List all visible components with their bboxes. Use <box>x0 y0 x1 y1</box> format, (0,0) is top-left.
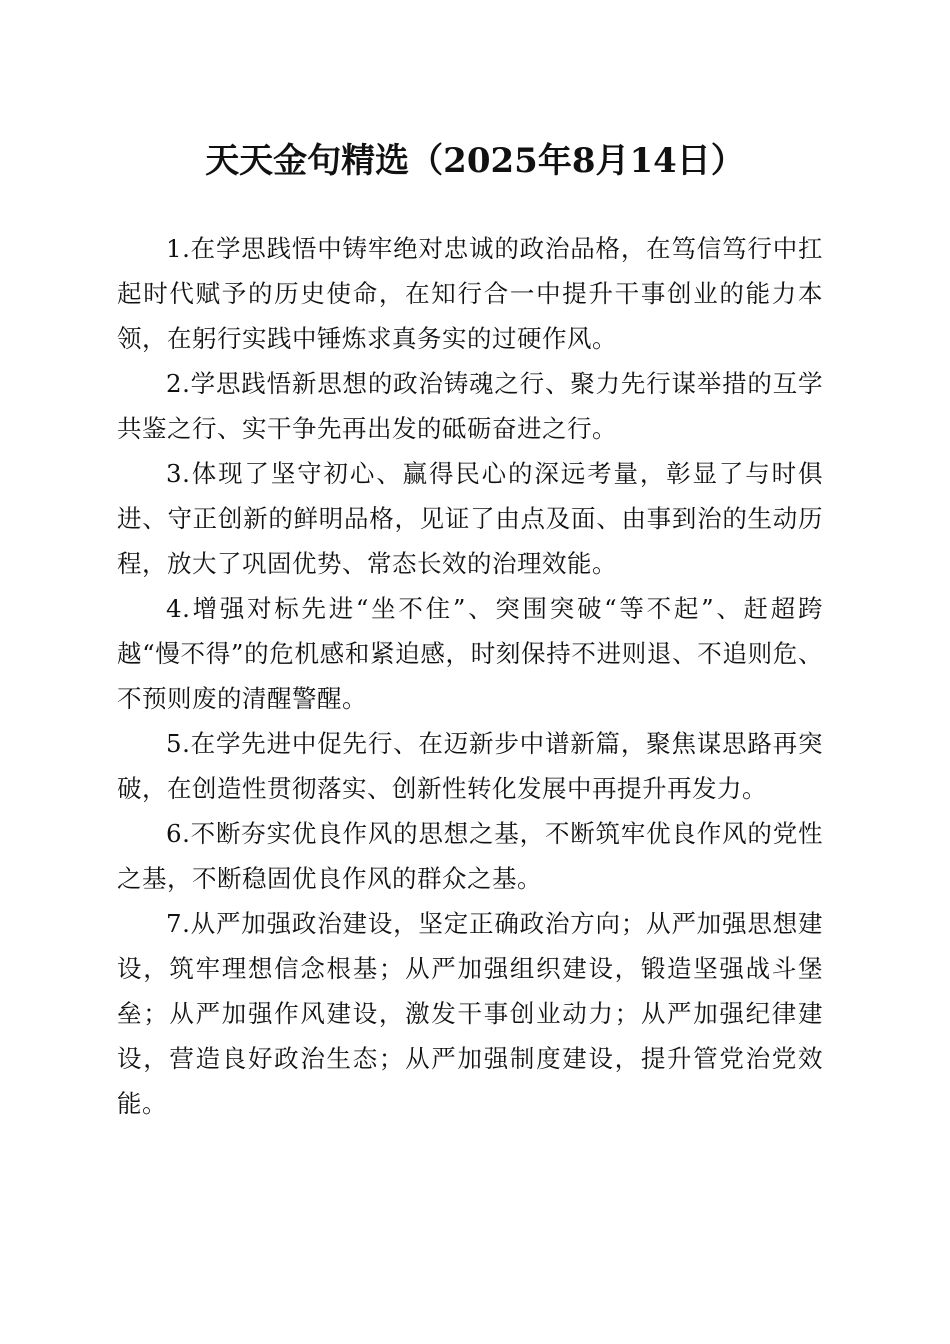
quote-paragraph-5: 5.在学先进中促先行、在迈新步中谱新篇，聚焦谋思路再突破，在创造性贯彻落实、创新性转化发展中再提升再发力。 <box>117 729 823 803</box>
document-body <box>117 226 823 1126</box>
quote-paragraph-2: 2.学思践悟新思想的政治铸魂之行、聚力先行谋举措的互学共鉴之行、实干争先再出发的砥砺奋进之行。 <box>117 369 823 443</box>
quote-paragraph-6: 6.不断夯实优良作风的思想之基，不断筑牢优良作风的党性之基，不断稳固优良作风的群众之基。 <box>117 819 823 893</box>
quote-paragraph-3: 3.体现了坚守初心、赢得民心的深远考量，彰显了与时俱进、守正创新的鲜明品格，见证了由点及面、由事到治的生动历程，放大了巩固优势、常态长效的治理效能。 <box>117 459 823 578</box>
quote-paragraph-1: 1.在学思践悟中铸牢绝对忠诚的政治品格，在笃信笃行中扛起时代赋予的历史使命，在知行合一中提升干事创业的能力本领，在躬行实践中锤炼求真务实的过硬作风。 <box>117 234 823 353</box>
document-title: 天天金句精选（2025年8月14日） <box>205 141 745 181</box>
quote-paragraph-4: 4.增强对标先进“坐不住”、突围突破“等不起”、赶超跨越“慢不得”的危机感和紧迫感，时刻保持不进则退、不追则危、不预则废的清醒警醒。 <box>117 594 823 713</box>
quote-paragraph-7: 7.从严加强政治建设，坚定正确政治方向；从严加强思想建设，筑牢理想信念根基；从严加强组织建设，锻造坚强战斗堡垒；从严加强作风建设，激发干事创业动力；从严加强纪律建设，营造良好政治生态；从严加强制度建设，提升管党治党效能。 <box>117 909 823 1118</box>
